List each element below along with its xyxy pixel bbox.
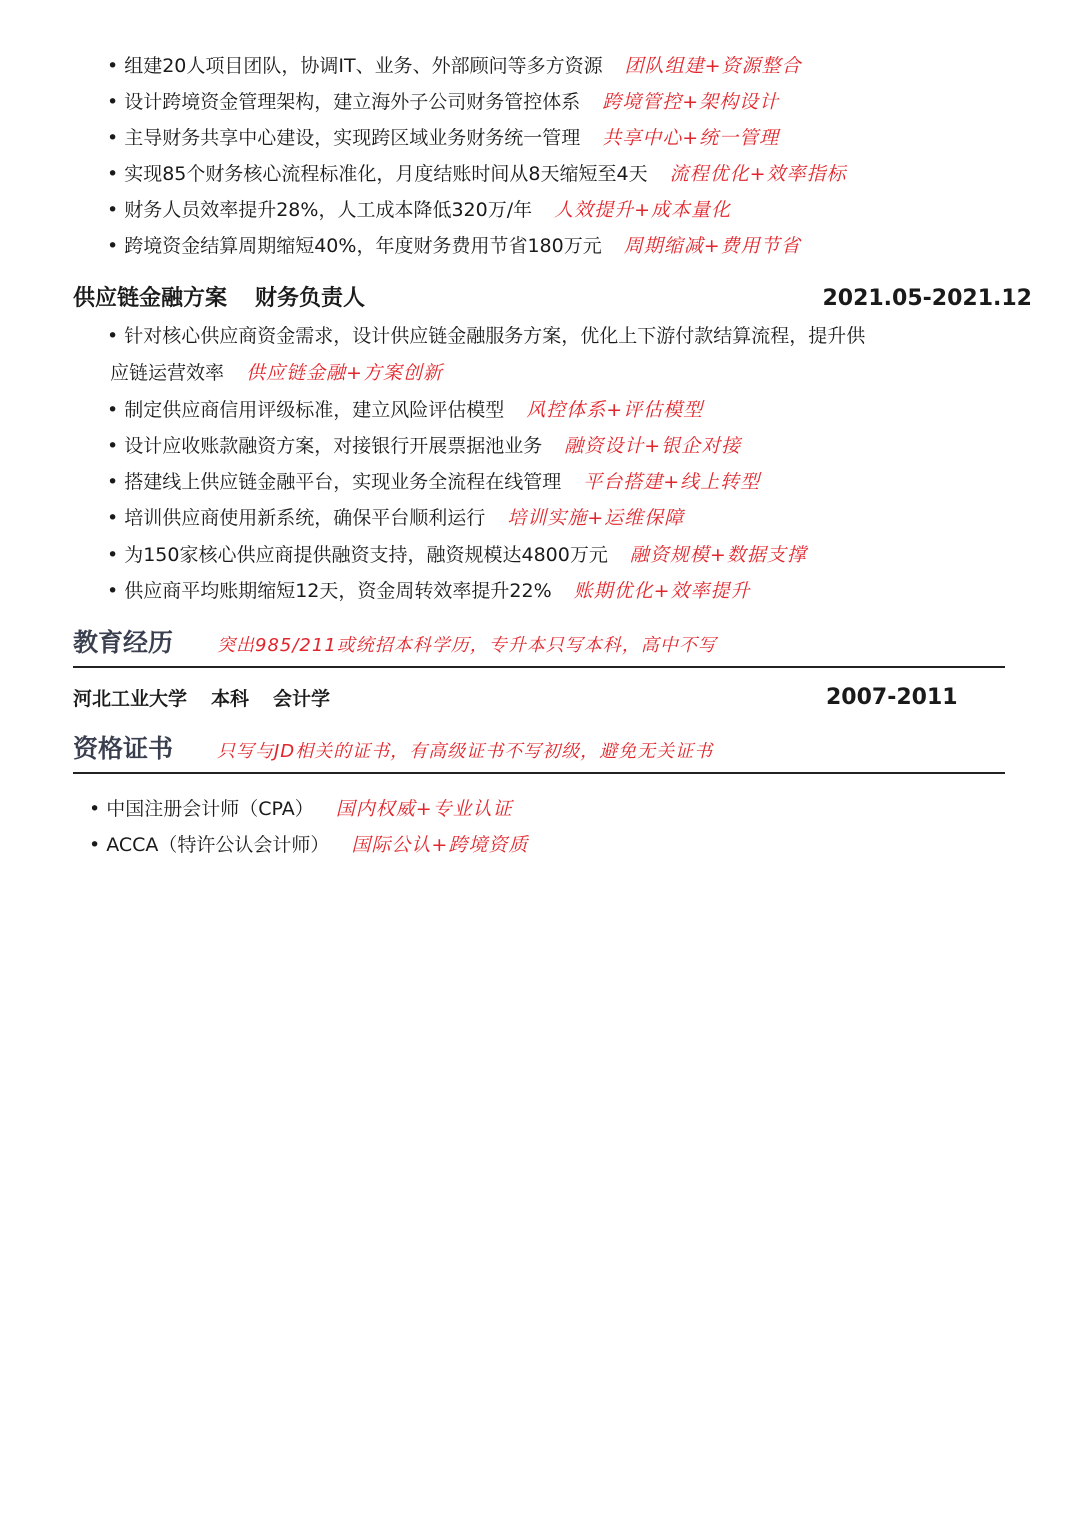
- bullet: •: [107, 91, 119, 113]
- bullet: •: [89, 834, 101, 856]
- bullet: •: [107, 580, 119, 602]
- bullet: •: [107, 471, 119, 493]
- item-text: 中国注册会计师（CPA）: [106, 798, 314, 820]
- project-role: 财务负责人: [255, 286, 366, 311]
- annotation-note: 共享中心+统一管理: [602, 127, 780, 149]
- section-education: [73, 624, 1005, 668]
- bullet: •: [107, 163, 119, 185]
- annotation-note: 跨境管控+架构设计: [602, 91, 780, 113]
- annotation-note: 团队组建+资源整合: [624, 55, 802, 77]
- school-name: 河北工业大学: [73, 688, 188, 710]
- section-title: 资格证书: [73, 734, 174, 763]
- item-text: 为150家核心供应商提供融资支持，融资规模达4800万元: [124, 544, 608, 566]
- list-item: [107, 322, 865, 350]
- item-text: 设计跨境资金管理架构，建立海外子公司财务管控体系: [124, 91, 581, 113]
- list-item: [107, 232, 801, 260]
- project-title: [73, 283, 365, 315]
- item-text: 主导财务共享中心建设，实现跨区域业务财务统一管理: [124, 127, 581, 149]
- bullet: •: [107, 127, 119, 149]
- item-text: 供应商平均账期缩短12天，资金周转效率提升22%: [124, 580, 552, 602]
- bullet: •: [107, 399, 119, 421]
- education-date: 2007-2011: [826, 685, 958, 710]
- bullet: •: [107, 507, 119, 529]
- item-text: 应链运营效率: [110, 362, 225, 384]
- annotation-note: 国际公认+跨境资质: [351, 834, 529, 856]
- item-text: 制定供应商信用评级标准，建立风险评估模型: [124, 399, 505, 421]
- list-item: [89, 831, 528, 859]
- list-item: [107, 504, 684, 532]
- education-entry: [73, 684, 354, 714]
- bullet: •: [89, 798, 101, 820]
- list-item: [89, 795, 513, 823]
- list-item-continuation: [110, 359, 443, 387]
- bullet: •: [107, 199, 119, 221]
- item-text: 跨境资金结算周期缩短40%，年度财务费用节省180万元: [124, 235, 602, 257]
- list-item: [107, 396, 703, 424]
- list-item: [107, 577, 751, 605]
- annotation-note: 平台搭建+线上转型: [583, 471, 761, 493]
- list-item: [107, 124, 779, 152]
- list-item: [107, 52, 802, 80]
- bullet: •: [107, 55, 119, 77]
- list-item: [107, 196, 731, 224]
- annotation-note: 融资规模+数据支撑: [629, 544, 807, 566]
- bullet: •: [107, 544, 119, 566]
- item-text: 实现85个财务核心流程标准化，月度结账时间从8天缩短至4天: [124, 163, 648, 185]
- annotation-note: 账期优化+效率提升: [573, 580, 751, 602]
- annotation-note: 人效提升+成本量化: [554, 199, 732, 221]
- section-certificates: [73, 730, 1005, 774]
- bullet: •: [107, 325, 119, 347]
- item-text: 财务人员效率提升28%，人工成本降低320万/年: [124, 199, 533, 221]
- degree: 本科: [211, 688, 250, 710]
- annotation-note: 流程优化+效率指标: [669, 163, 847, 185]
- list-item: [107, 468, 760, 496]
- list-item: [107, 160, 847, 188]
- annotation-note: 融资设计+银企对接: [564, 435, 742, 457]
- item-text: 设计应收账款融资方案，对接银行开展票据池业务: [124, 435, 543, 457]
- item-text: 培训供应商使用新系统，确保平台顺利运行: [124, 507, 486, 529]
- project-date: 2021.05-2021.12: [822, 286, 1032, 311]
- item-text: 组建20人项目团队，协调IT、业务、外部顾问等多方资源: [124, 55, 603, 77]
- section-title: 教育经历: [73, 628, 174, 657]
- bullet: •: [107, 435, 119, 457]
- list-item: [107, 88, 779, 116]
- annotation-note: 周期缩减+费用节省: [623, 235, 801, 257]
- annotation-note: 供应链金融+方案创新: [246, 362, 443, 384]
- project-name: 供应链金融方案: [73, 286, 228, 311]
- annotation-note: 培训实施+运维保障: [507, 507, 685, 529]
- item-text: 针对核心供应商资金需求，设计供应链金融服务方案，优化上下游付款结算流程，提升供: [124, 325, 866, 347]
- annotation-note: 突出985/211或统招本科学历，专升本只写本科，高中不写: [217, 635, 717, 656]
- major: 会计学: [273, 688, 331, 710]
- item-text: ACCA（特许公认会计师）: [106, 834, 330, 856]
- list-item: [107, 541, 807, 569]
- item-text: 搭建线上供应链金融平台，实现业务全流程在线管理: [124, 471, 562, 493]
- annotation-note: 国内权威+专业认证: [335, 798, 513, 820]
- list-item: [107, 432, 741, 460]
- annotation-note: 只写与JD相关的证书，有高级证书不写初级，避免无关证书: [217, 741, 714, 762]
- annotation-note: 风控体系+评估模型: [526, 399, 704, 421]
- bullet: •: [107, 235, 119, 257]
